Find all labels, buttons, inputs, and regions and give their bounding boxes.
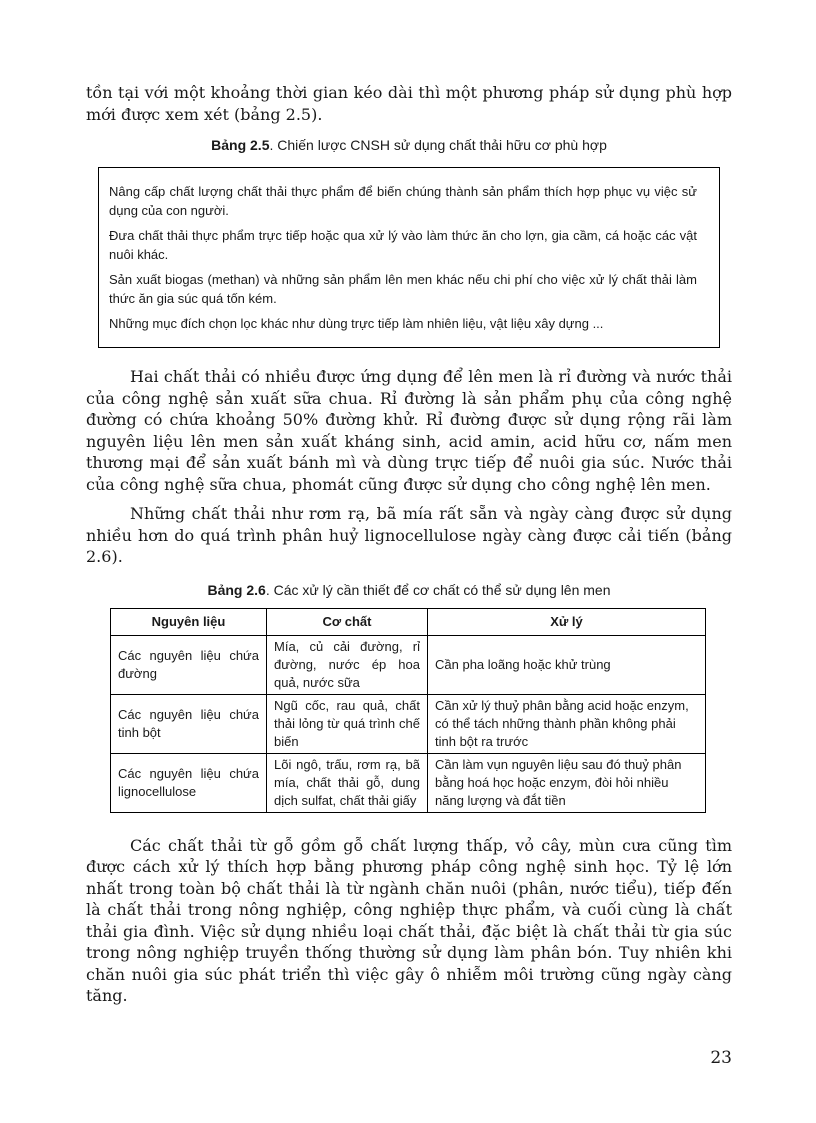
- table-cell: Cần làm vụn nguyên liệu sau đó thuỷ phân bằng hoá học hoặc enzym, đòi hỏi nhiều năng lượng và đắt tiền: [428, 753, 706, 812]
- paragraph-wood-waste: Các chất thải từ gỗ gồm gỗ chất lượng thấp, vỏ cây, mùn cưa cũng tìm được cách xử lý thích hợp bằng phương pháp công nghệ sinh học. Tỷ lệ lớn nhất trong toàn bộ chất thải là từ ngành chăn nuôi (phân, nước tiểu), tiếp đến là chất thải trong nông nghiệp, công nghiệp thực phẩm, và cuối cùng là chất thải gia đình. Việc sử dụng nhiều loại chất thải, đặc biệt là chất thải từ gia súc trong nông nghiệp truyền thống thường sử dụng làm phân bón. Tuy nhiên khi chăn nuôi gia súc phát triển thì việc gây ô nhiễm môi trường cũng ngày càng tăng.: [86, 835, 732, 1005]
- strategy-item: Những mục đích chọn lọc khác như dùng trực tiếp làm nhiên liệu, vật liệu xây dựng ...: [109, 316, 604, 331]
- table-2-5-caption: [86, 137, 732, 153]
- table-cell: Các nguyên liệu chứa lignocellulose: [111, 753, 267, 812]
- table-row: [111, 753, 706, 812]
- table-cell: Cần pha loãng hoặc khử trùng: [428, 635, 706, 694]
- table-row: [111, 635, 706, 694]
- table-cell: Cần xử lý thuỷ phân bằng acid hoặc enzym, có thể tách những thành phần không phải tinh bột ra trước: [428, 694, 706, 753]
- column-header: Cơ chất: [267, 608, 428, 635]
- strategy-item: Nâng cấp chất lượng chất thải thực phẩm để biến chúng thành sản phẩm thích hợp phục vụ việc sử dụng của con người.: [109, 184, 697, 218]
- table-cell: Các nguyên liệu chứa đường: [111, 635, 267, 694]
- paragraph-straw: Những chất thải như rơm rạ, bã mía rất sẵn và ngày càng được sử dụng nhiều hơn do quá trình phân huỷ lignocellulose ngày càng được cải tiến (bảng 2.6).: [86, 504, 732, 566]
- paragraph-molasses: Hai chất thải có nhiều được ứng dụng để lên men là rỉ đường và nước thải của công nghệ sản xuất sữa chua. Rỉ đường là sản phẩm phụ của công nghệ đường có chứa khoảng 50% đường khử. Rỉ đường được sử dụng rộng rãi làm nguyên liệu lên men sản xuất kháng sinh, acid amin, acid hữu cơ, nấm men thương mại để sản xuất bánh mì và dùng trực tiếp để nuôi gia súc. Nước thải của công nghệ sữa chua, phomát cũng được sử dụng cho công nghệ lên men.: [86, 367, 732, 494]
- column-header: Nguyên liệu: [111, 608, 267, 635]
- table-header-row: [111, 608, 706, 635]
- column-header: Xử lý: [428, 608, 706, 635]
- strategy-item: Đưa chất thải thực phẩm trực tiếp hoặc qua xử lý vào làm thức ăn cho lợn, gia cầm, cá hoặc các vật nuôi khác.: [109, 228, 697, 262]
- table-2-6: [110, 608, 706, 813]
- intro-paragraph: tồn tại với một khoảng thời gian kéo dài thì một phương pháp sử dụng phù hợp mới được xem xét (bảng 2.5).: [86, 83, 732, 124]
- table-2-6-label: Bảng 2.6: [207, 581, 266, 598]
- table-2-6-title: . Các xử lý cần thiết để cơ chất có thể sử dụng lên men: [265, 581, 611, 598]
- table-cell: Các nguyên liệu chứa tinh bột: [111, 694, 267, 753]
- page-content: [86, 82, 732, 1007]
- table-2-5-box: [98, 167, 720, 348]
- table-cell: Ngũ cốc, rau quả, chất thải lỏng từ quá trình chế biến: [267, 694, 428, 753]
- table-2-5-title: . Chiến lược CNSH sử dụng chất thải hữu cơ phù hợp: [269, 137, 607, 153]
- table-2-6-caption: [86, 582, 732, 598]
- table-cell: Mía, củ cải đường, rỉ đường, nước ép hoa quả, nước sữa: [267, 635, 428, 694]
- strategy-item: Sản xuất biogas (methan) và những sản phẩm lên men khác nếu chi phí cho việc xử lý chất thải làm thức ăn gia súc quá tốn kém.: [109, 272, 697, 306]
- table-cell: Lõi ngô, trấu, rơm rạ, bã mía, chất thải gỗ, dung dịch sulfat, chất thải giấy: [267, 753, 428, 812]
- table-2-5-label: Bảng 2.5: [211, 137, 270, 153]
- table-row: [111, 694, 706, 753]
- page-number: 23: [710, 1048, 732, 1068]
